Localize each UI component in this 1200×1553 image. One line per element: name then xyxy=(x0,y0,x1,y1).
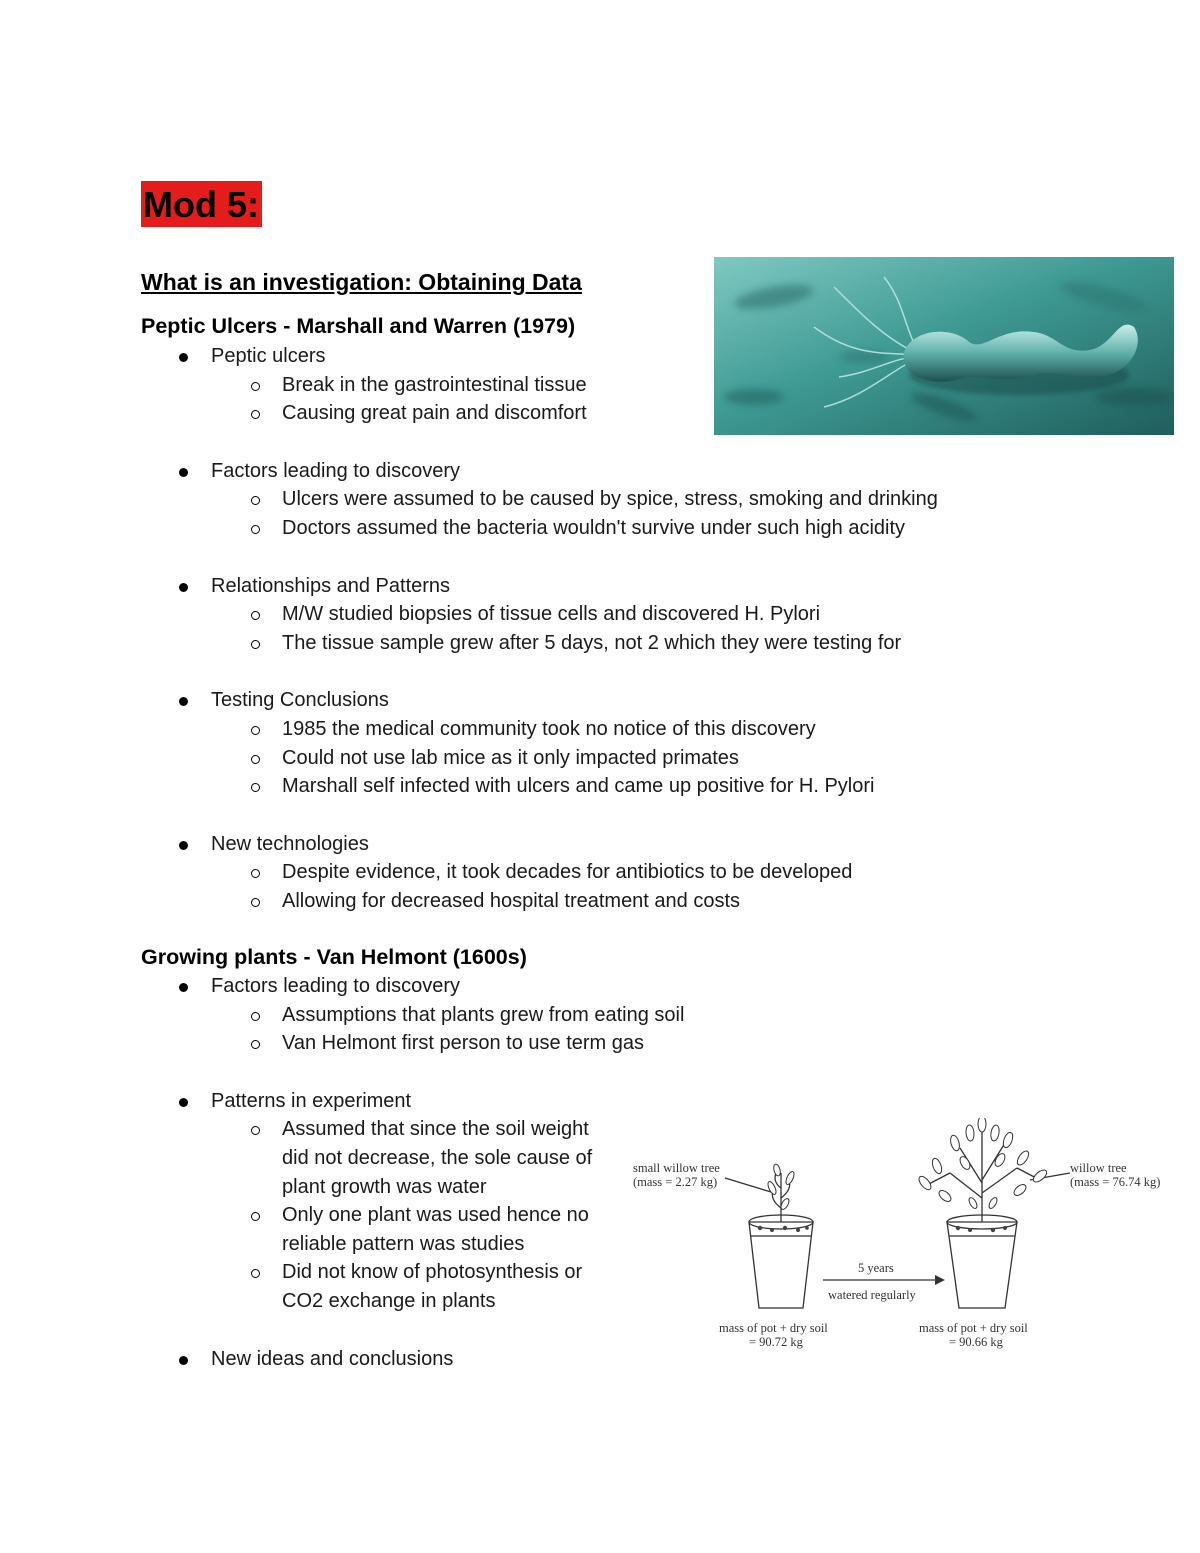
right-pot-mass-value: = 90.66 kg xyxy=(949,1335,1003,1349)
topic-heading-peptic-ulcers: Peptic Ulcers - Marshall and Warren (1979) xyxy=(141,314,576,338)
list-item xyxy=(141,457,938,543)
bullet-label: Factors leading to discovery xyxy=(141,972,684,1001)
bacteria-image xyxy=(714,257,1174,435)
sub-item: Allowing for decreased hospital treatment and costs xyxy=(141,887,938,916)
page-title: Mod 5: xyxy=(141,181,262,227)
list-item xyxy=(141,1087,684,1316)
growing-plants-list xyxy=(141,972,684,1402)
sub-item: Ulcers were assumed to be caused by spice, stress, smoking and drinking xyxy=(141,485,938,514)
list-item xyxy=(141,972,684,1058)
sub-item: Did not know of photosynthesis or CO2 exchange in plants xyxy=(141,1258,612,1315)
sub-item: Break in the gastrointestinal tissue xyxy=(141,371,938,400)
sub-item: 1985 the medical community took no notice of this discovery xyxy=(141,715,938,744)
bullet-label: New technologies xyxy=(141,830,938,859)
arrow-label-watering: watered regularly xyxy=(828,1288,916,1302)
bullet-label: New ideas and conclusions xyxy=(141,1345,684,1374)
section-heading: What is an investigation: Obtaining Data xyxy=(141,269,582,295)
list-item xyxy=(141,572,938,658)
left-plant-label: small willow tree xyxy=(633,1161,720,1175)
topic-heading-growing-plants: Growing plants - Van Helmont (1600s) xyxy=(141,945,527,969)
sub-item: M/W studied biopsies of tissue cells and discovered H. Pylori xyxy=(141,600,938,629)
left-pot-mass-value: = 90.72 kg xyxy=(749,1335,803,1349)
sub-item: Assumed that since the soil weight did not decrease, the sole cause of plant growth was water xyxy=(141,1115,612,1201)
willow-tree-diagram xyxy=(625,1118,1175,1358)
right-plant-mass: (mass = 76.74 kg) xyxy=(1070,1175,1161,1189)
sub-item: Causing great pain and discomfort xyxy=(141,399,938,428)
sub-item: Assumptions that plants grew from eating soil xyxy=(141,1001,684,1030)
sub-item: Van Helmont first person to use term gas xyxy=(141,1029,684,1058)
sub-item: The tissue sample grew after 5 days, not 2 which they were testing for xyxy=(141,629,938,658)
bullet-label: Peptic ulcers xyxy=(141,342,938,371)
arrow-label-time: 5 years xyxy=(858,1261,894,1275)
list-item xyxy=(141,830,938,916)
left-plant-mass: (mass = 2.27 kg) xyxy=(633,1175,718,1189)
right-plant-label: willow tree xyxy=(1070,1161,1127,1175)
left-pot-mass-label: mass of pot + dry soil xyxy=(719,1321,828,1335)
list-item xyxy=(141,686,938,800)
bullet-label: Testing Conclusions xyxy=(141,686,938,715)
right-pot-mass-label: mass of pot + dry soil xyxy=(919,1321,1028,1335)
bullet-label: Patterns in experiment xyxy=(141,1087,684,1116)
sub-item: Despite evidence, it took decades for antibiotics to be developed xyxy=(141,858,938,887)
bullet-label: Relationships and Patterns xyxy=(141,572,938,601)
sub-item: Could not use lab mice as it only impacted primates xyxy=(141,744,938,773)
sub-item: Doctors assumed the bacteria wouldn't survive under such high acidity xyxy=(141,514,938,543)
sub-item: Only one plant was used hence no reliable pattern was studies xyxy=(141,1201,612,1258)
bullet-label: Factors leading to discovery xyxy=(141,457,938,486)
sub-item: Marshall self infected with ulcers and came up positive for H. Pylori xyxy=(141,772,938,801)
list-item xyxy=(141,1345,684,1374)
